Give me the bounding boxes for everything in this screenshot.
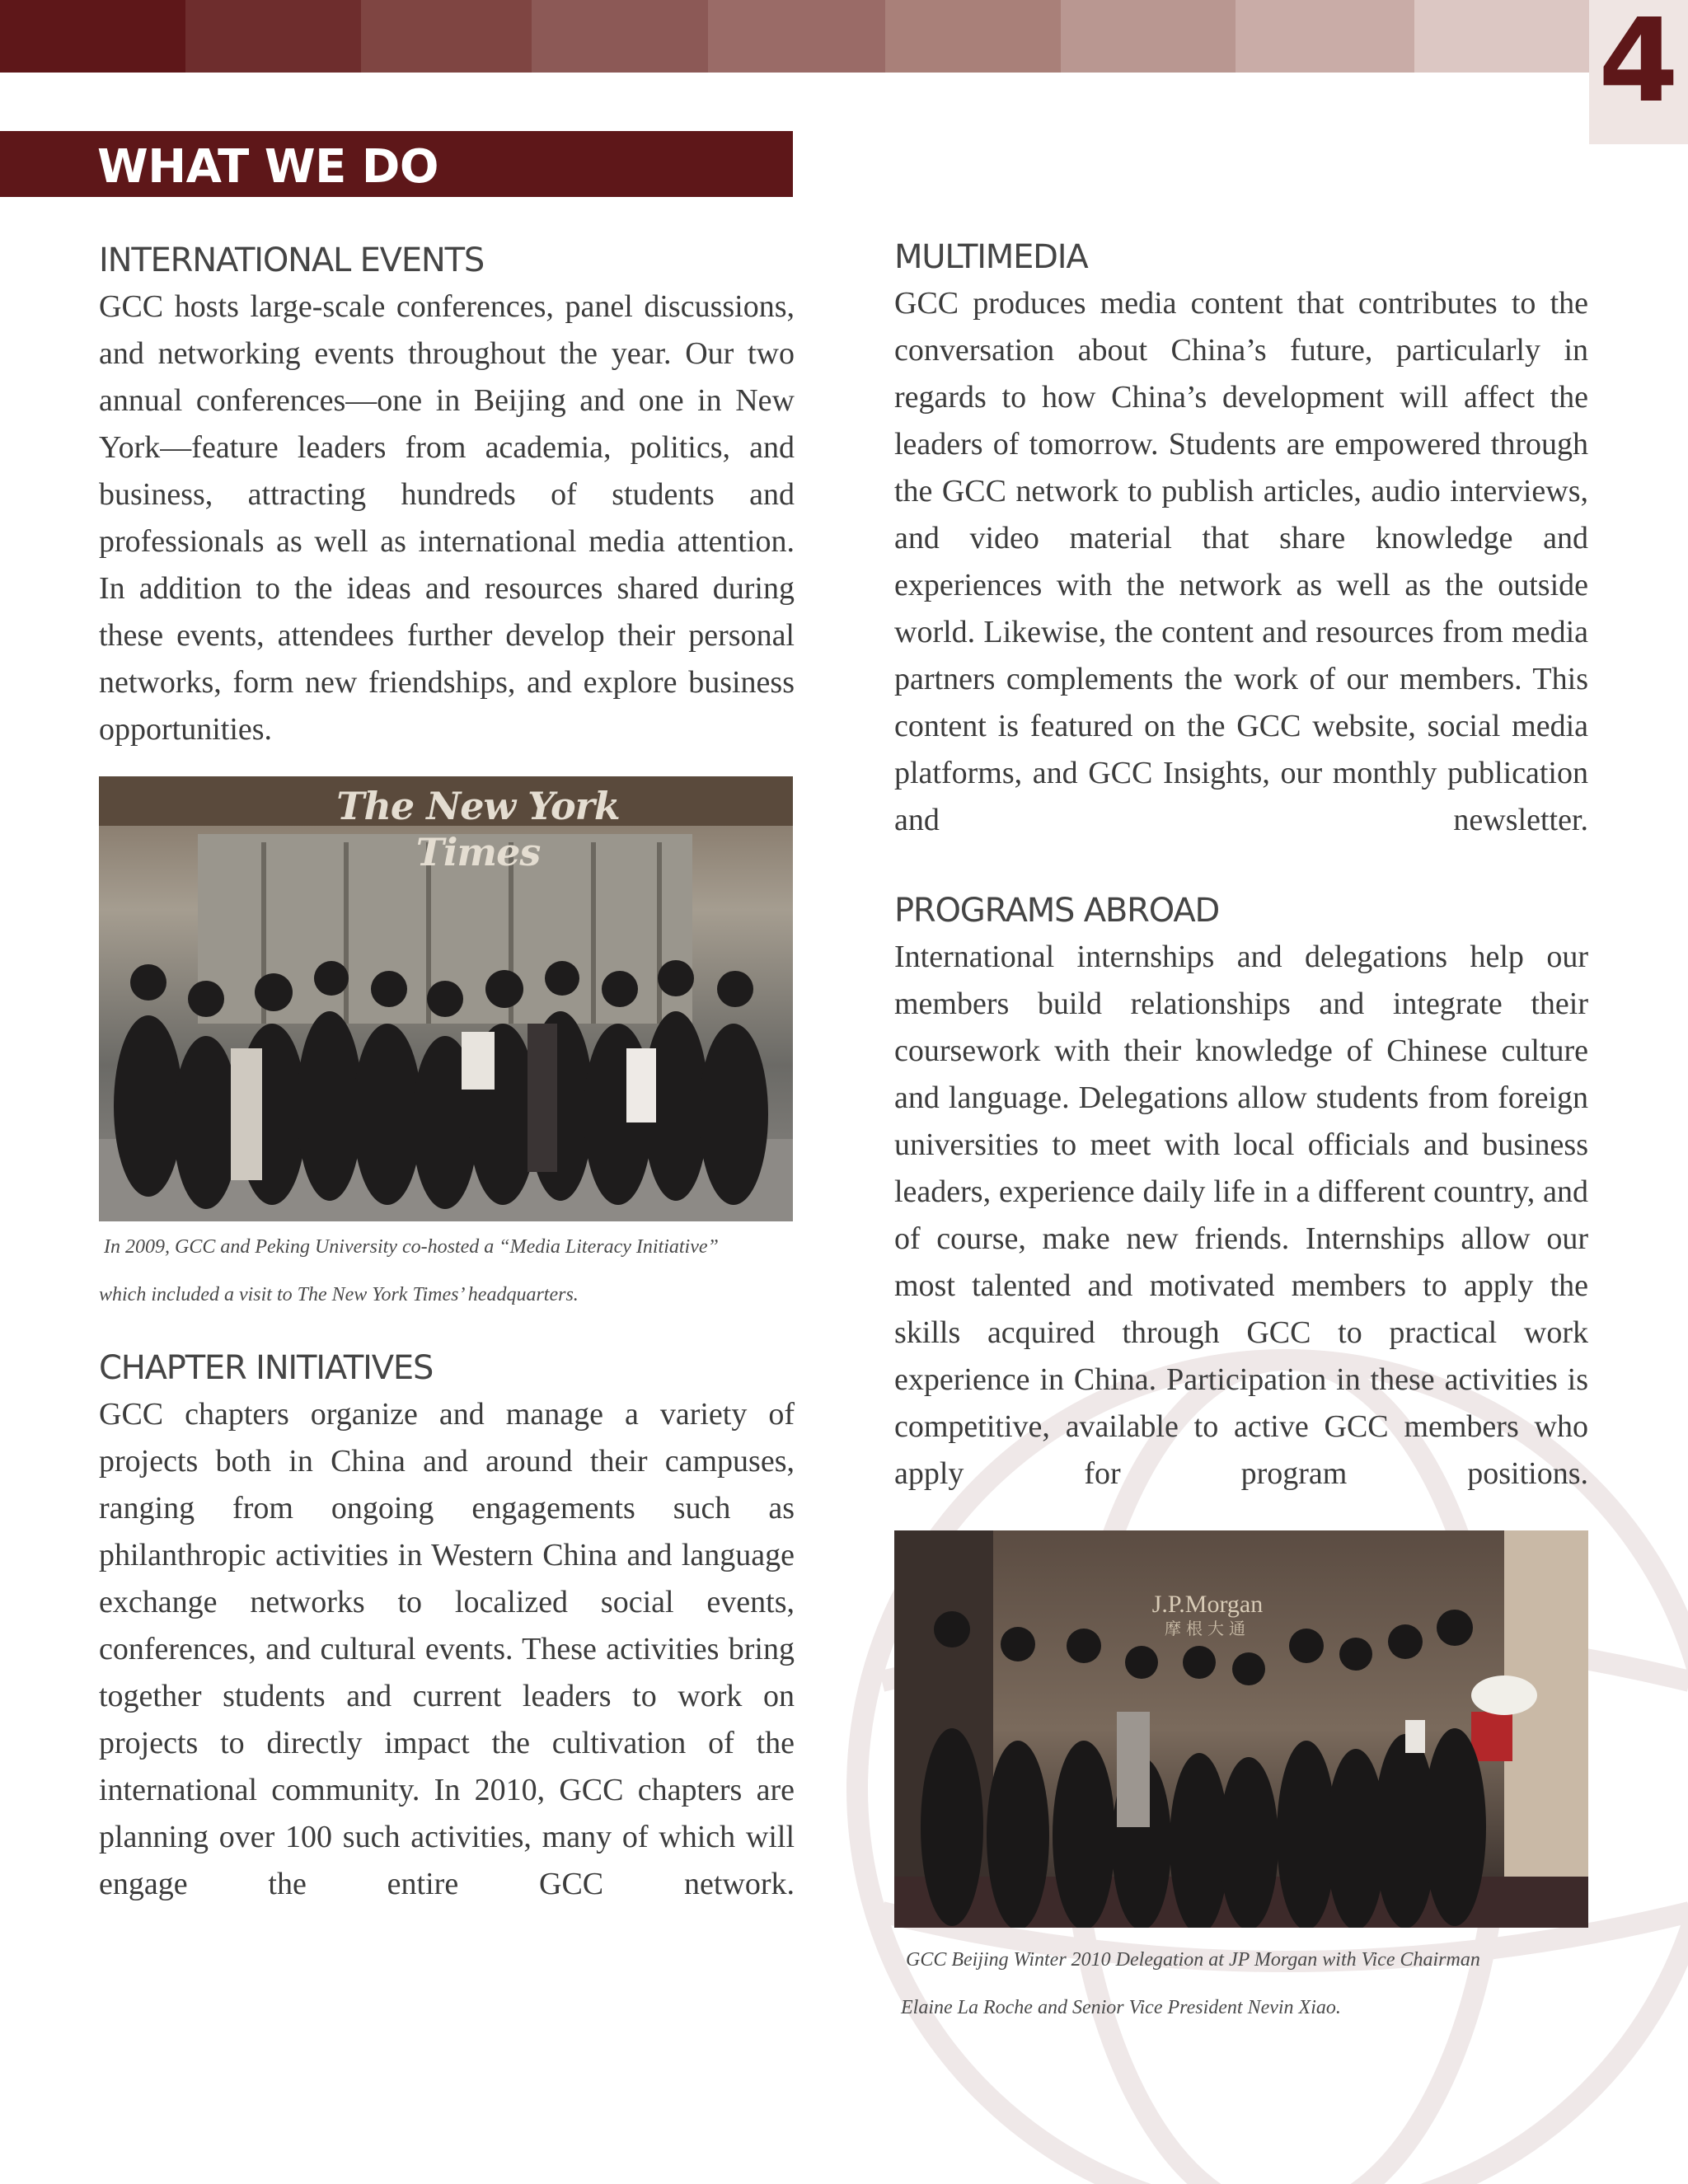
nyt-photo-caption-line1: In 2009, GCC and Peking University co-hosted a “Media Literacy Initiative” [104, 1236, 719, 1258]
strip-segment [1236, 0, 1415, 73]
jp-morgan-sign-text: J.P.Morgan [1151, 1591, 1264, 1618]
strip-segment [185, 0, 361, 73]
strip-segment [885, 0, 1061, 73]
strip-segment [532, 0, 707, 73]
strip-segment [1061, 0, 1236, 73]
chapter-initiatives-heading: CHAPTER INITIATIVES [99, 1349, 434, 1387]
left-column [99, 239, 795, 1908]
page-number: 4 [1589, 0, 1688, 144]
nyt-group-photo [99, 776, 793, 1221]
right-column [894, 239, 1588, 2032]
strip-segment [0, 0, 185, 73]
nyt-sign-text: The New York Times [336, 784, 620, 874]
jp-morgan-delegation-photo [894, 1530, 1588, 1928]
strip-segment [1414, 0, 1589, 73]
programs-abroad-heading: PROGRAMS ABROAD [894, 892, 1220, 930]
international-events-heading: INTERNATIONAL EVENTS [99, 241, 485, 279]
jp-morgan-photo-caption-line2: Elaine La Roche and Senior Vice President Nevin Xiao. [901, 1997, 1341, 2018]
strip-segment [708, 0, 885, 73]
jp-morgan-photo-caption-line1: GCC Beijing Winter 2010 Delegation at JP Morgan with Vice Chairman [906, 1949, 1480, 1971]
international-events-body: GCC hosts large-scale conferences, panel discussions, and networking events throughout the year. Our two annual conferences—one in Beijing and one in New York—feature leaders from academia, politics, and business, attracting hundreds of students and professionals as well as international media attention. In addition to the ideas and resources shared during these events, attendees further develop their personal networks, form new friendships, and explore business opportunities. [99, 289, 795, 747]
nyt-photo-caption-line2: which included a visit to The New York Times’ headquarters. [99, 1284, 579, 1305]
programs-abroad-body: International internships and delegations help our members build relationships and integrate their coursework with their knowledge of Chinese culture and language. Delegations allow students from foreign universities to meet with local officials and business leaders, experience daily life in a different country, and of course, make new friends. Internships allow our most talented and motivated members to apply the skills acquired through GCC to practical work experience in China. Participation in these activities is competitive, available to active GCC members who apply for program positions. [894, 940, 1588, 1491]
top-color-strip [0, 0, 1589, 73]
section-banner: WHAT WE DO [0, 131, 793, 197]
strip-segment [361, 0, 532, 73]
jp-morgan-sign-chinese: 摩根大通 [1165, 1619, 1250, 1638]
multimedia-body: GCC produces media content that contributes to the conversation about China’s future, particularly in regards to how China’s development will affect the leaders of tomorrow. Students are empowered through the GCC network to publish articles, audio interviews, and video material that share knowledge and experiences with the network as well as the outside world. Likewise, the content and resources from media partners complements the work of our members. This content is featured on the GCC website, social media platforms, and GCC Insights, our monthly publication and newsletter. [894, 286, 1588, 837]
multimedia-heading: MULTIMEDIA [894, 238, 1088, 276]
chapter-initiatives-body: GCC chapters organize and manage a variety of projects both in China and around their campuses, ranging from ongoing engagements such as philanthropic activities in Western China and language exchange networks to localized social events, conferences, and cultural events. These activities bring together students and current leaders to work on projects to directly impact the cultivation of the international community. In 2010, GCC chapters are planning over 100 such activities, many of which will engage the entire GCC network. [99, 1397, 795, 1901]
